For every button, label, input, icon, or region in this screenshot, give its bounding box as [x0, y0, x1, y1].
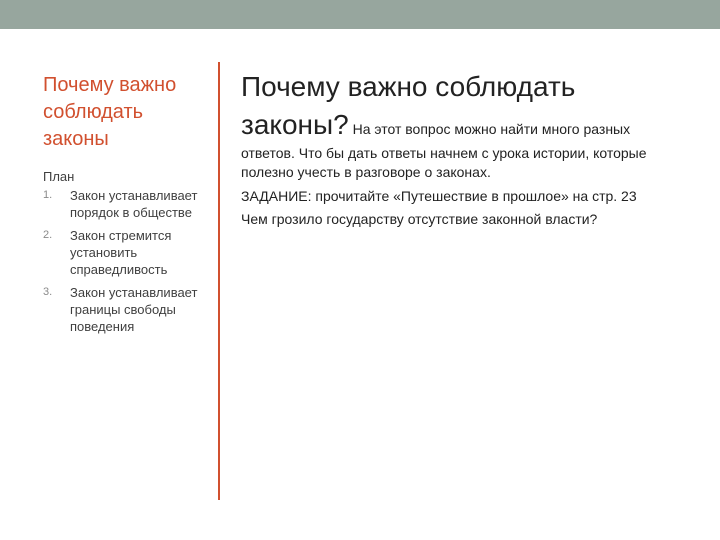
- plan-item-number: 1.: [43, 189, 53, 201]
- top-band: [0, 0, 720, 29]
- plan-item-text: Закон стремится установить справедливость: [70, 228, 172, 277]
- plan-item-text: Закон устанавливает порядок в обществе: [70, 188, 198, 220]
- plan-item-2: [43, 227, 203, 278]
- right-panel: [241, 68, 681, 228]
- plan-item-3: [43, 284, 203, 335]
- question-text: Чем грозило государству отсутствие законной власти?: [241, 211, 598, 227]
- plan-item-number: 3.: [43, 286, 53, 298]
- main-heading: Почему важно соблюдать законы?: [241, 71, 576, 140]
- plan-item-1: [43, 187, 203, 221]
- left-panel: [43, 72, 203, 341]
- plan-list: [43, 187, 203, 335]
- main-paragraph: [241, 68, 681, 182]
- plan-label: План: [43, 169, 75, 184]
- plan-item-number: 2.: [43, 229, 53, 241]
- plan-item-text: Закон устанавливает границы свободы поведения: [70, 285, 198, 334]
- vertical-divider: [218, 62, 220, 500]
- task-text: ЗАДАНИЕ: прочитайте «Путешествие в прошлое» на стр. 23: [241, 188, 637, 204]
- left-title: Почему важно соблюдать законы: [43, 74, 177, 150]
- main-text: На этот вопрос можно найти много разных ответов. Что бы дать ответы начнем с урока истории, которые полезно учесть в разговоре о законах.: [241, 121, 647, 180]
